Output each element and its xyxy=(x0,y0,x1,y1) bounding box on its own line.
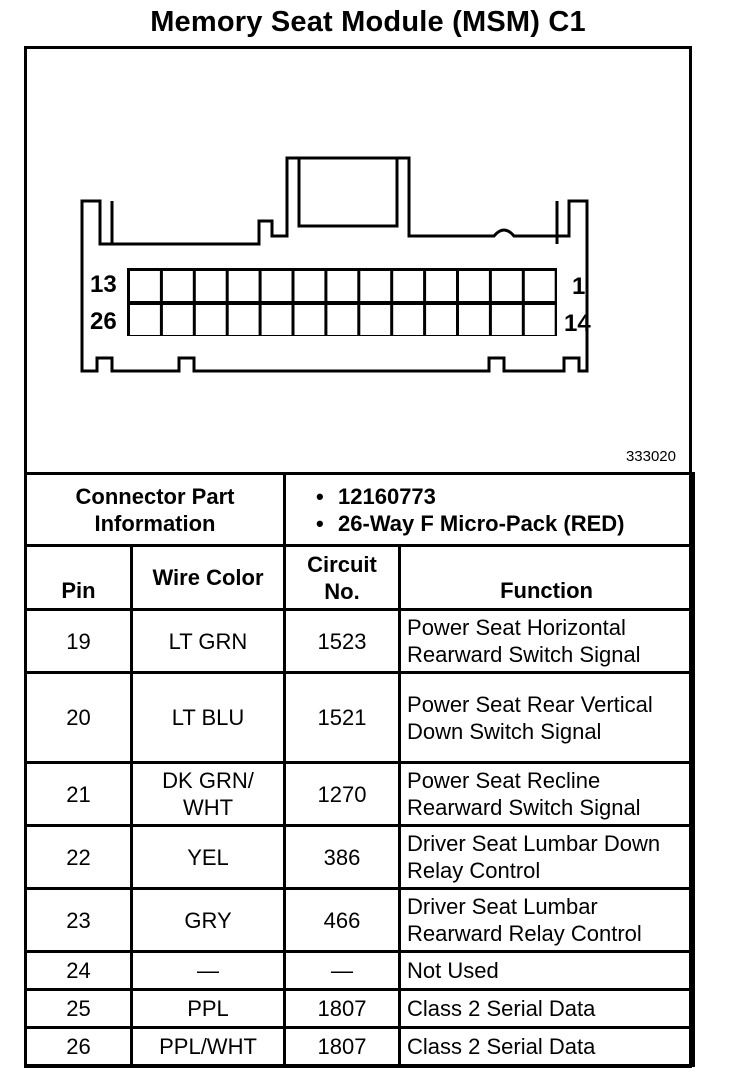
page-title: Memory Seat Module (MSM) C1 xyxy=(150,6,586,38)
connector-info-row xyxy=(26,474,694,546)
circuit-cell: 1521 xyxy=(285,673,400,763)
pin-cell: 19 xyxy=(26,610,132,673)
pin-cell: 21 xyxy=(26,763,132,826)
pin-cavity xyxy=(196,271,226,301)
wire-color-cell: — xyxy=(132,952,285,990)
pin-cell: 22 xyxy=(26,826,132,889)
table-row xyxy=(26,763,694,826)
function-cell: Class 2 Serial Data xyxy=(400,990,694,1028)
circuit-cell: 1807 xyxy=(285,990,400,1028)
wire-color-cell: LT GRN xyxy=(132,610,285,673)
col-header-function: Function xyxy=(400,546,694,610)
wire-color-cell: DK GRN/ WHT xyxy=(132,763,285,826)
circuit-cell: 1807 xyxy=(285,1028,400,1066)
pin-cavity xyxy=(262,305,292,335)
pin-cavity xyxy=(229,305,259,335)
pin-cavity xyxy=(262,271,292,301)
pin-label-13: 13 xyxy=(90,271,117,298)
table-header xyxy=(26,546,694,610)
pinout-table xyxy=(24,472,695,1067)
function-cell: Driver Seat Lumbar Rearward Relay Control xyxy=(400,889,694,952)
pin-cavity xyxy=(360,271,390,301)
table-row xyxy=(26,826,694,889)
pin-cavity xyxy=(426,271,456,301)
connector-description: • 26-Way F Micro-Pack (RED) xyxy=(316,510,625,536)
pin-label-26: 26 xyxy=(90,308,117,335)
wire-color-cell: YEL xyxy=(132,826,285,889)
function-cell: Power Seat Recline Rearward Switch Signal xyxy=(400,763,694,826)
connector-diagram xyxy=(24,46,692,474)
circuit-cell: — xyxy=(285,952,400,990)
pin-cavity xyxy=(229,271,259,301)
circuit-cell: 466 xyxy=(285,889,400,952)
connector-part-number: • 12160773 xyxy=(316,483,436,509)
pin-cell: 25 xyxy=(26,990,132,1028)
table-row xyxy=(26,1028,694,1066)
pin-cell: 20 xyxy=(26,673,132,763)
pin-cavity xyxy=(393,305,423,335)
pin-cavity xyxy=(295,305,325,335)
connector-info-values xyxy=(285,474,694,546)
col-header-wire-color: Wire Color xyxy=(132,546,285,610)
pin-cavity xyxy=(525,271,555,301)
pin-label-1: 1 xyxy=(572,273,586,300)
pin-cell: 23 xyxy=(26,889,132,952)
wire-color-cell: PPL/WHT xyxy=(132,1028,285,1066)
circuit-cell: 1523 xyxy=(285,610,400,673)
housing-inner-line xyxy=(299,158,397,226)
pin-cavity xyxy=(295,271,325,301)
wire-color-cell: LT BLU xyxy=(132,673,285,763)
pin-cavity xyxy=(130,305,160,335)
function-cell: Not Used xyxy=(400,952,694,990)
function-cell: Power Seat Horizontal Rearward Switch Signal xyxy=(400,610,694,673)
pin-cavity xyxy=(163,305,193,335)
table-body xyxy=(26,610,694,1066)
table-row xyxy=(26,952,694,990)
table-row xyxy=(26,610,694,673)
figure-number: 333020 xyxy=(625,448,676,465)
table-row xyxy=(26,889,694,952)
wire-color-cell: GRY xyxy=(132,889,285,952)
connector-info-label: Connector Part Information xyxy=(26,474,285,546)
pin-cavity xyxy=(130,271,160,301)
circuit-cell: 386 xyxy=(285,826,400,889)
pin-cavity xyxy=(327,271,357,301)
pin-cavity xyxy=(393,271,423,301)
function-cell: Class 2 Serial Data xyxy=(400,1028,694,1066)
pin-cavity xyxy=(459,305,489,335)
pin-cell: 26 xyxy=(26,1028,132,1066)
function-cell: Driver Seat Lumbar Down Relay Control xyxy=(400,826,694,889)
pin-label-14: 14 xyxy=(564,310,591,337)
table-row xyxy=(26,990,694,1028)
pin-cavity xyxy=(163,271,193,301)
function-cell: Power Seat Rear Vertical Down Switch Signal xyxy=(400,673,694,763)
pin-cavity xyxy=(492,271,522,301)
pin-cavity xyxy=(327,305,357,335)
circuit-cell: 1270 xyxy=(285,763,400,826)
pin-cavity xyxy=(196,305,226,335)
pin-cavity xyxy=(459,271,489,301)
pin-cavity xyxy=(360,305,390,335)
wire-color-cell: PPL xyxy=(132,990,285,1028)
pin-cavity xyxy=(426,305,456,335)
pin-cavity xyxy=(525,305,555,335)
table-row xyxy=(26,673,694,763)
col-header-pin: Pin xyxy=(26,546,132,610)
connector-housing xyxy=(82,158,587,371)
pin-cell: 24 xyxy=(26,952,132,990)
pin-cavity xyxy=(492,305,522,335)
col-header-circuit: Circuit No. xyxy=(285,546,400,610)
